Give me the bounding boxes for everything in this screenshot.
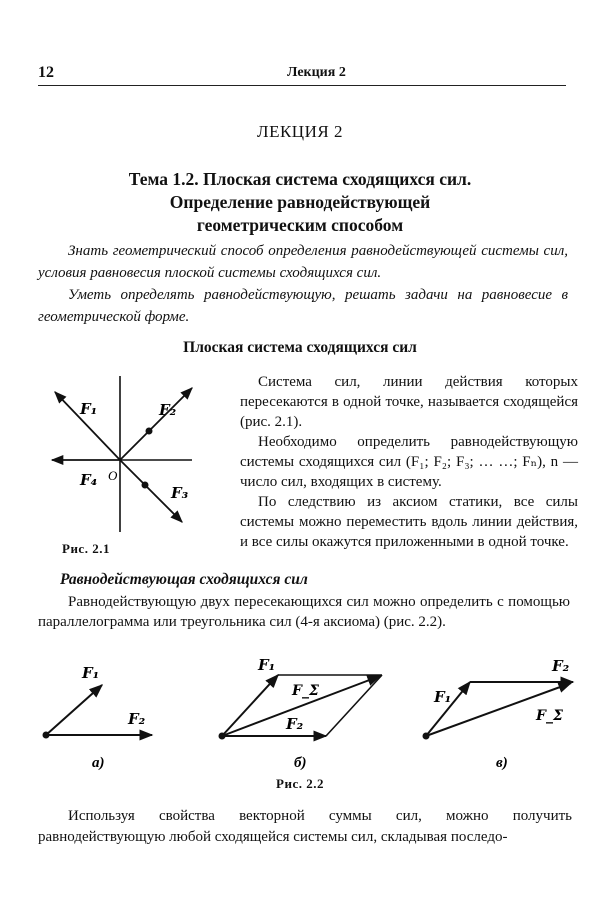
page-number: 12 <box>38 64 54 81</box>
panel-c-label-f2: F₂ <box>552 657 570 675</box>
bottom-paragraph: Используя свойства векторной суммы сил, можно получить равнодействующую любой сходящейся системы сил, складывая последо- <box>38 808 572 845</box>
f3-application-point <box>142 482 149 489</box>
f2-application-point <box>146 428 153 435</box>
label-f4: F₄ <box>80 471 98 489</box>
running-title: Лекция 2 <box>287 65 346 80</box>
figure-2-1-caption: Рис. 2.1 <box>62 541 110 556</box>
panel-c <box>423 657 574 771</box>
figure-2-2-caption: Рис. 2.2 <box>276 776 324 791</box>
label-f3: F₃ <box>171 484 189 502</box>
page-header <box>38 64 566 84</box>
label-f2: F₂ <box>159 401 177 419</box>
figure-2-2 <box>30 650 585 775</box>
panel-b-origin-point <box>219 733 226 740</box>
definition-paragraph: Система сил, линии действия которых пересекаются в одной точке, называется сходящейся (рис. 2.1). <box>240 374 578 430</box>
goal-skill: Уметь определять равнодействующую, решать задачи на равновесие в геометрической форме. <box>38 287 568 325</box>
panel-a-label-f2: F₂ <box>128 710 146 728</box>
panel-c-label-f1: F₁ <box>434 688 452 706</box>
lecture-title: ЛЕКЦИЯ 2 <box>257 122 343 141</box>
force-f2-vector <box>120 388 192 460</box>
panel-c-label: в) <box>496 755 508 771</box>
panel-c-origin-point <box>423 733 430 740</box>
topic-title <box>60 168 540 237</box>
panel-b-f2-parallel <box>326 675 382 736</box>
bottom-paragraph-block <box>38 806 572 848</box>
corollary-paragraph: По следствию из аксиом статики, все силы системы можно переместить вдоль линии действия, и все силы окажутся приложенными в одной точке. <box>240 494 578 550</box>
topic-title-line: геометрическим способом <box>196 215 404 235</box>
panel-a <box>43 664 153 771</box>
panel-b-label: б) <box>294 755 307 771</box>
header-rule <box>38 85 566 86</box>
goal-know: Знать геометрический способ определения равнодействующей системы сил, условия равновесия плоской системы сходящихся сил. <box>38 243 568 281</box>
panel-a-label: а) <box>92 755 105 771</box>
panel-a-label-f1: F₁ <box>82 664 100 682</box>
topic-title-line: Определение равнодействующей <box>169 192 431 212</box>
panel-c-label-fsum: F_Σ <box>536 708 563 724</box>
resultant-paragraph: Равнодействующую двух пересекающихся сил можно определить с помощью параллелограмма или треугольника сил (4-я аксиома) (рис. 2.2). <box>38 594 570 630</box>
panel-a-f1-vector <box>46 685 102 735</box>
learning-goals <box>38 240 568 328</box>
panel-b-label-f1: F₁ <box>258 656 276 674</box>
panel-b-label-f2: F₂ <box>286 715 304 733</box>
figure-2-1 <box>40 372 200 537</box>
label-origin: O <box>108 468 118 483</box>
task-paragraph: Необходимо определить равнодействующую системы сходящихся сил (F₁; F₂; F₃; … …; Fₙ), n — число сил, входящих в систему. <box>240 434 578 490</box>
panel-b-label-fsum: F_Σ <box>292 683 319 699</box>
subsection-title: Равнодействующая сходящихся сил <box>60 571 308 588</box>
section-title: Плоская система сходящихся сил <box>183 339 417 356</box>
label-f1: F₁ <box>80 400 98 418</box>
panel-b-f1-vector <box>222 675 278 736</box>
panel-b <box>219 656 383 771</box>
resultant-paragraph-block <box>38 592 570 632</box>
side-text <box>240 372 578 552</box>
panel-a-origin-point <box>43 732 50 739</box>
topic-title-line: Тема 1.2. Плоская система сходящихся сил. <box>128 169 472 189</box>
